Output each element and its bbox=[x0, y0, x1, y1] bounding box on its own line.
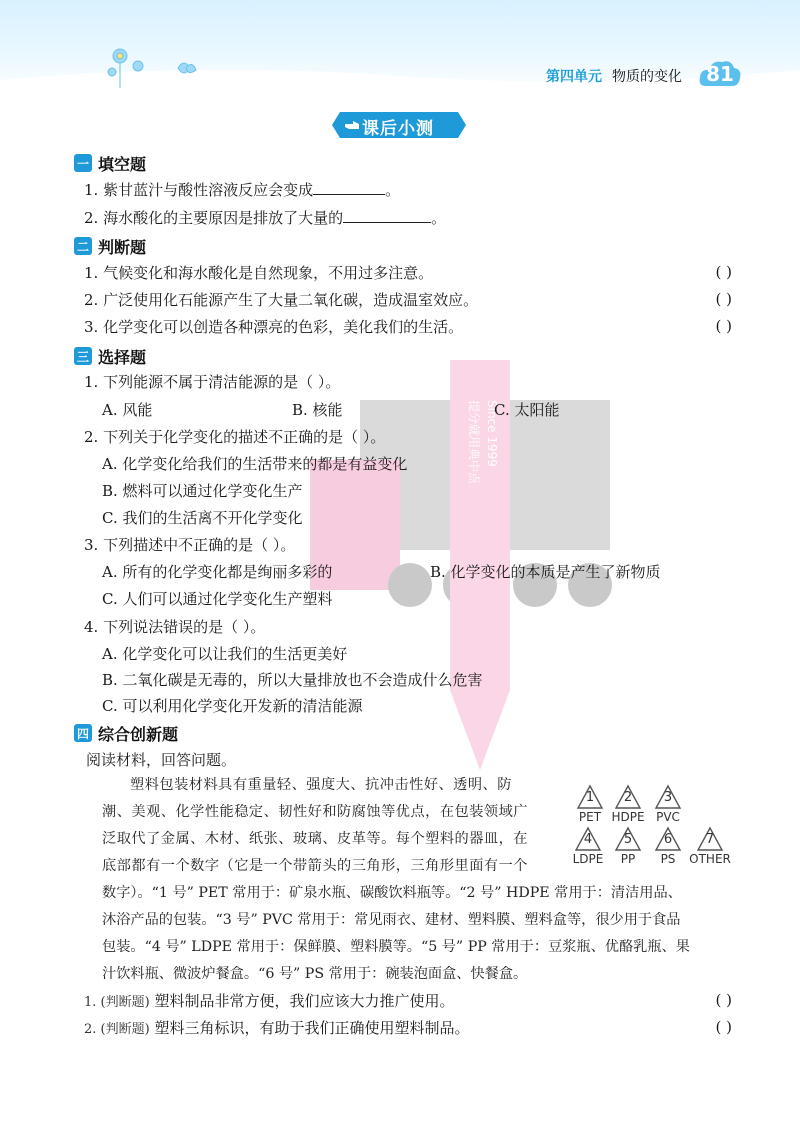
question-text: 塑料制品非常方便，我们应该大力推广使用。 bbox=[154, 992, 455, 1010]
answer-parentheses[interactable]: ( ) bbox=[715, 290, 732, 308]
reading-paragraph-line: 沐浴产品的包装。“3 号” PVC 常用于：常见雨衣、建材、塑料膜、塑料盒等，很少用于食品 bbox=[102, 912, 681, 928]
question-text: 3. 下列描述中不正确的是（ ）。 bbox=[84, 536, 296, 554]
question-type-tag: 1. (判断题) bbox=[84, 995, 150, 1010]
watermark-line1: Since 1999 bbox=[485, 400, 499, 467]
question-end: 。 bbox=[431, 209, 447, 227]
option-c[interactable]: C. 我们的生活离不开化学变化 bbox=[102, 509, 303, 527]
recycle-code-icon: 1 PET bbox=[566, 784, 614, 824]
section-title: 填空题 bbox=[98, 154, 147, 174]
section-number-badge: 三 bbox=[74, 347, 92, 365]
question-line bbox=[84, 1018, 469, 1040]
answer-parentheses[interactable]: ( ) bbox=[715, 991, 732, 1009]
option-b[interactable]: B. 燃料可以通过化学变化生产 bbox=[102, 482, 303, 500]
question-text: 塑料三角标识，有助于我们正确使用塑料制品。 bbox=[154, 1019, 470, 1037]
section-true-false bbox=[74, 235, 146, 257]
question-text: 1. 紫甘蓝汁与酸性溶液反应会变成 bbox=[84, 181, 314, 199]
section-fill-blank bbox=[74, 152, 146, 174]
question-text: 1. 下列能源不属于清洁能源的是（ ）。 bbox=[84, 373, 341, 391]
page-number-badge bbox=[698, 58, 742, 88]
reading-paragraph-line: 泛取代了金属、木材、纸张、玻璃、皮革等。每个塑料的器皿，在 bbox=[102, 831, 528, 847]
question-text: 1. 气候变化和海水酸化是自然现象，不用过多注意。 bbox=[84, 264, 434, 282]
flower-decoration-icon bbox=[98, 42, 208, 92]
pointing-hand-icon bbox=[344, 118, 360, 132]
recycle-code-icon: 2 HDPE bbox=[604, 784, 652, 824]
option-b[interactable]: B. 二氧化碳是无毒的，所以大量排放也不会造成什么危害 bbox=[102, 671, 483, 689]
option-a[interactable]: A. 化学变化给我们的生活带来的都是有益变化 bbox=[102, 455, 408, 473]
question-text: 4. 下列说法错误的是（ ）。 bbox=[84, 618, 266, 636]
question-text: 3. 化学变化可以创造各种漂亮的色彩，美化我们的生活。 bbox=[84, 318, 464, 336]
page-header bbox=[0, 0, 800, 98]
section-comprehensive bbox=[74, 722, 178, 744]
unit-number: 第四单元 bbox=[546, 69, 602, 85]
section-banner bbox=[332, 112, 466, 138]
question-type-tag: 2. (判断题) bbox=[84, 1022, 150, 1037]
question-line bbox=[84, 208, 446, 228]
answer-blank[interactable] bbox=[343, 208, 431, 223]
recycle-code-icon: 6 PS bbox=[644, 826, 692, 866]
question-text: 2. 广泛使用化石能源产生了大量二氧化碳，造成温室效应。 bbox=[84, 291, 479, 309]
question-text: 2. 海水酸化的主要原因是排放了大量的 bbox=[84, 209, 344, 227]
reading-paragraph-line: 数字）。“1 号” PET 常用于：矿泉水瓶、碳酸饮料瓶等。“2 号” HDPE 常用于：清洁用品、 bbox=[102, 885, 682, 901]
unit-title: 物质的变化 bbox=[612, 69, 682, 85]
option-a[interactable]: A. 风能 bbox=[102, 401, 153, 419]
option-a[interactable]: A. 化学变化可以让我们的生活更美好 bbox=[102, 645, 348, 663]
option-c[interactable]: C. 人们可以通过化学变化生产塑料 bbox=[102, 590, 333, 608]
question-end: 。 bbox=[385, 181, 401, 199]
section-title: 判断题 bbox=[98, 237, 147, 257]
reading-instruction: 阅读材料，回答问题。 bbox=[86, 751, 237, 769]
option-c[interactable]: C. 可以利用化学变化开发新的清洁能源 bbox=[102, 697, 363, 715]
watermark-line2: 提分就用典中点 bbox=[467, 400, 481, 485]
recycle-code-icon: 7 OTHER bbox=[686, 826, 734, 866]
answer-parentheses[interactable]: ( ) bbox=[715, 263, 732, 281]
recycle-code-icon: 3 PVC bbox=[644, 784, 692, 824]
section-number-badge: 四 bbox=[74, 724, 92, 742]
option-a[interactable]: A. 所有的化学变化都是绚丽多彩的 bbox=[102, 563, 333, 581]
reading-paragraph-line: 底部都有一个数字（它是一个带箭头的三角形，三角形里面有一个 bbox=[102, 858, 528, 874]
reading-paragraph-line: 潮、美观、化学性能稳定、韧性好和防腐蚀等优点，在包装领域广 bbox=[102, 804, 528, 820]
answer-parentheses[interactable]: ( ) bbox=[715, 317, 732, 335]
banner-title: 课后小测 bbox=[362, 119, 434, 139]
section-number-badge: 二 bbox=[74, 237, 92, 255]
section-multiple-choice bbox=[74, 345, 146, 367]
option-c[interactable]: C. 太阳能 bbox=[494, 401, 560, 419]
section-title: 综合创新题 bbox=[98, 724, 179, 744]
question-text: 2. 下列关于化学变化的描述不正确的是（ ）。 bbox=[84, 428, 386, 446]
section-title: 选择题 bbox=[98, 347, 147, 367]
recycle-code-icon: 5 PP bbox=[604, 826, 652, 866]
page-number: 81 bbox=[706, 62, 734, 86]
reading-paragraph-line: 汁饮料瓶、微波炉餐盒。“6 号” PS 常用于：碗装泡面盒、快餐盒。 bbox=[102, 966, 528, 982]
option-b[interactable]: B. 化学变化的本质是产生了新物质 bbox=[430, 563, 661, 581]
section-number-badge: 一 bbox=[74, 154, 92, 172]
recycle-code-icon: 4 LDPE bbox=[564, 826, 612, 866]
unit-heading bbox=[546, 66, 682, 86]
reading-paragraph-line: 包装。“4 号” LDPE 常用于：保鲜膜、塑料膜等。“5 号” PP 常用于：豆浆瓶、优酪乳瓶、果 bbox=[102, 939, 690, 955]
question-line bbox=[84, 180, 400, 200]
option-b[interactable]: B. 核能 bbox=[292, 401, 343, 419]
answer-blank[interactable] bbox=[313, 180, 385, 195]
answer-parentheses[interactable]: ( ) bbox=[715, 1018, 732, 1036]
question-line bbox=[84, 991, 454, 1013]
reading-paragraph-line: 塑料包装材料具有重量轻、强度大、抗冲击性好、透明、防 bbox=[130, 777, 512, 793]
